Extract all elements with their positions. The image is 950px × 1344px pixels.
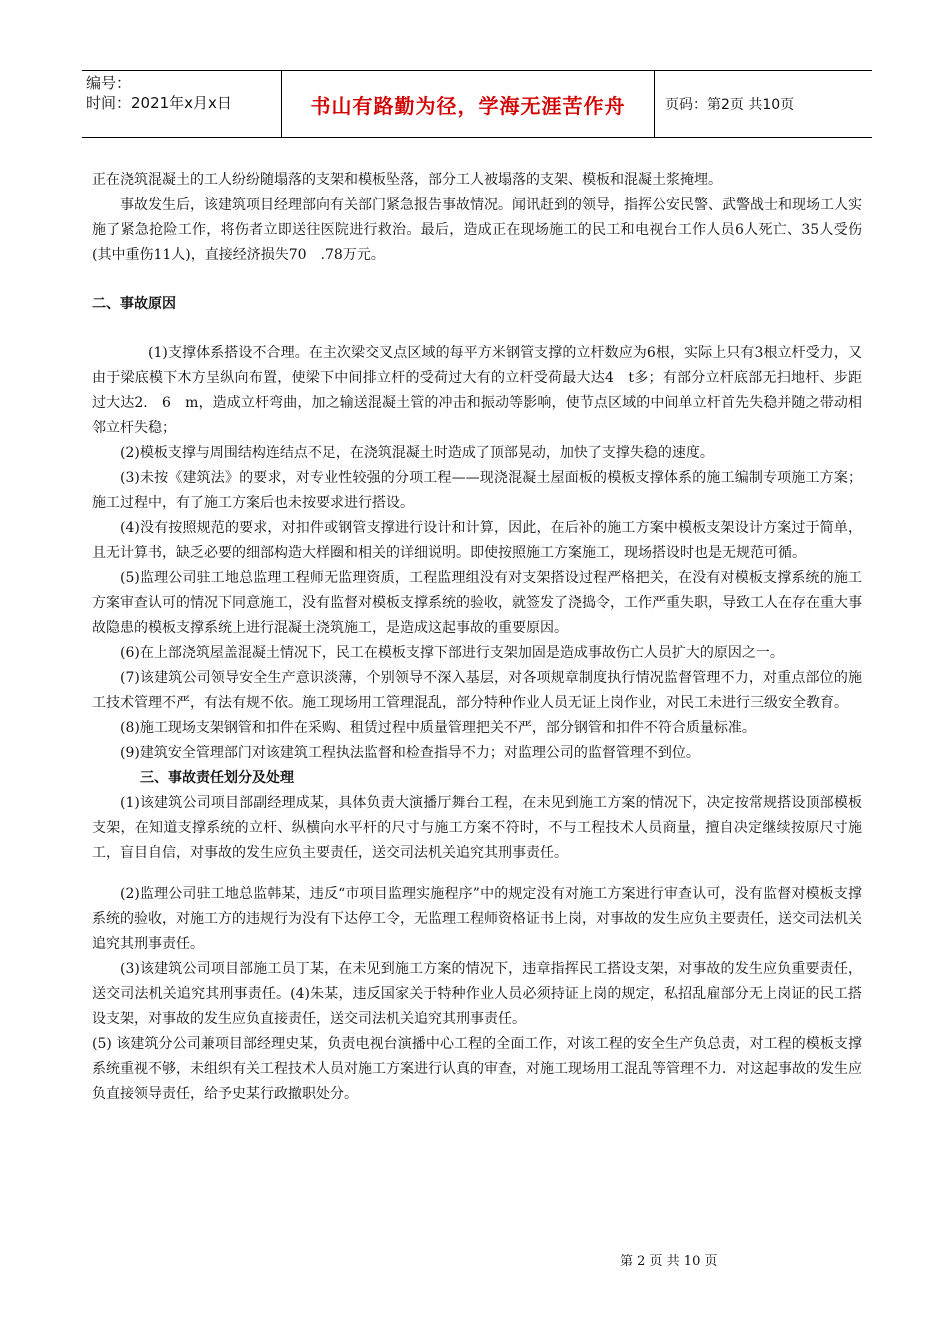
cause-item: (7)该建筑公司领导安全生产意识淡薄，个别领导不深入基层，对各项规章制度执行情况监督管理不力，对重点部位的施工技术管理不严，有法有规不依。施工现场用工管理混乱，部分特种作业人员无证上岗作业，对民工未进行三级安全教育。	[92, 670, 862, 711]
header-info-cell	[82, 71, 282, 137]
page-footer: 第 2 页 共 10 页	[620, 1254, 718, 1269]
doc-time-label: 时间：2021年x月x日	[86, 94, 232, 112]
responsibility-item: (2)监理公司驻工地总监韩某，违反“市项目监理实施程序”中的规定没有对施工方案进行审查认可，没有监督对模板支撑系统的验收，对施工方的违规行为没有下达停工令，无监理工程师资格证书上岗，对事故的发生应负主要责任，送交司法机关追究其刑事责任。	[92, 886, 862, 952]
section-title-causes: 二、事故原因	[92, 296, 176, 312]
responsibility-item: (5) 该建筑分公司兼项目部经理史某，负责电视台演播中心工程的全面工作，对该工程的安全生产负总责，对工程的模板支撑系统重视不够，未组织有关工程技术人员对施工方案进行认真的审查，对施工现场用工混乱等管理不力．对这起事故的发生应负直接领导责任，给予史某行政撤职处分。	[92, 1036, 862, 1102]
responsibility-item: (1)该建筑公司项目部副经理成某，具体负责大演播厅舞台工程，在未见到施工方案的情况下，决定按常规搭设顶部模板支架，在知道支撑系统的立杆、纵横向水平杆的尺寸与施工方案不符时，不与工程技术人员商量，擅自决定继续按原尺寸施工，盲目自信，对事故的发生应负主要责任，送交司法机关追究其刑事责任。	[92, 795, 862, 861]
cause-item: (1)支撑体系搭设不合理。在主次梁交叉点区域的每平方米钢管支撑的立杆数应为6根，实际上只有3根立杆受力，又由于梁底模下木方呈纵向布置，使梁下中间排立杆的受荷过大有的立杆受荷最大达4 t多；有部分立杆底部无扫地杆、步距过大达2. 6 m，造成立杆弯曲，加之输送混凝土管的冲击和振动等影响，使节点区域的中间单立杆首先失稳并随之带动相邻立杆失稳；	[92, 345, 862, 436]
cause-item: (5)监理公司驻工地总监理工程师无监理资质，工程监理组没有对支架搭设过程严格把关，在没有对模板支撑系统的施工方案审查认可的情况下同意施工，没有监督对模板支撑系统的验收，就签发了浇捣令，工作严重失职，导致工人在存在重大事故隐患的模板支撑系统上进行混凝土浇筑施工，是造成这起事故的重要原因。	[92, 570, 862, 636]
page-header	[82, 70, 872, 138]
cause-item: (8)施工现场支架钢管和扣件在采购、租赁过程中质量管理把关不严，部分钢管和扣件不符合质量标准。	[120, 720, 756, 736]
cause-item: (2)模板支撑与周围结构连结点不足，在浇筑混凝土时造成了顶部晃动，加快了支撑失稳的速度。	[120, 445, 714, 461]
header-page-label: 页码：第2页 共10页	[665, 97, 795, 113]
cause-item: (6)在上部浇筑屋盖混凝土情况下，民工在模板支撑下部进行支架加固是造成事故伤亡人员扩大的原因之一。	[120, 645, 784, 661]
header-motto: 书山有路勤为径，学海无涯苦作舟	[282, 71, 655, 137]
doc-number-label: 编号：	[86, 74, 132, 92]
cause-item: (3)未按《建筑法》的要求，对专业性较强的分项工程——现浇混凝土屋面板的模板支撑体系的施工编制专项施工方案；施工过程中，有了施工方案后也未按要求进行搭设。	[92, 470, 862, 511]
section-title-responsibility: 三、事故责任划分及处理	[140, 770, 294, 786]
cause-item: (4)没有按照规范的要求，对扣件或钢管支撑进行设计和计算，因此，在后补的施工方案中模板支架设计方案过于简单，且无计算书，缺乏必要的细部构造大样圈和相关的详细说明。即使按照施工方案施工，现场搭设时也是无规范可循。	[92, 520, 862, 561]
responsibility-item: (3)该建筑公司项目部施工员丁某，在未见到施工方案的情况下，违章指挥民工搭设支架，对事故的发生应负重要责任，送交司法机关追究其刑事责任。(4)朱某，违反国家关于特种作业人员必须持证上岗的规定，私招乱雇部分无上岗证的民工搭设支架，对事故的发生应负直接责任，送交司法机关追究其刑事责任。	[92, 961, 862, 1027]
paragraph-1: 正在浇筑混凝土的工人纷纷随塌落的支架和模板坠落，部分工人被塌落的支架、模板和混凝土浆掩埋。	[92, 172, 722, 188]
cause-item: (9)建筑安全管理部门对该建筑工程执法监督和检查指导不力；对监理公司的监督管理不到位。	[120, 745, 700, 761]
document-body	[92, 168, 862, 1107]
paragraph-2: 事故发生后，该建筑项目经理部向有关部门紧急报告事故情况。闻讯赶到的领导，指挥公安民警、武警战士和现场工人实施了紧急抢险工作，将伤者立即送往医院进行救治。最后，造成正在现场施工的民工和电视台工作人员6人死亡、35人受伤(其中重伤11人)，直接经济损失70 .78万元。	[92, 197, 862, 263]
